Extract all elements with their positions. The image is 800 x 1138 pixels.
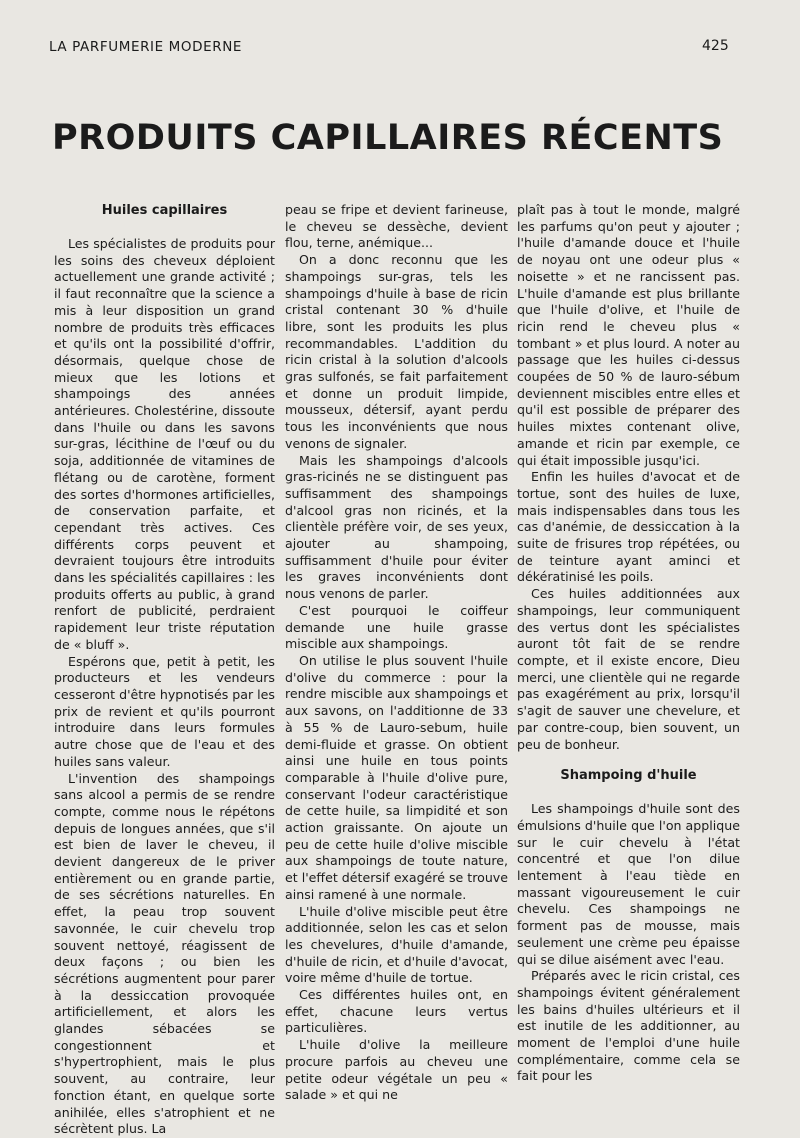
paragraph: On a donc reconnu que les shampoings sur-gras, tels les shampoings d'huile à base de ricin cristal contenant 30 % d'huile libre, sont les produits les plus recommandables. L'addition du ricin cristal à la solution d'alcools gras sulfonés, se fait parfaitement et donne un produit limpide, mousseux, détersif, ayant perdu tous les inconvénients que nous venons de signaler. xyxy=(285,252,508,451)
paragraph-continued: plaît pas à tout le monde, malgré les parfums qu'on peut y ajouter ; l'huile d'amande douce et l'huile de noyau ont une odeur plus « noisette » et ne rancissent pas. L'huile d'amande est plus brillante que l'huile d'olive, et l'huile de ricin rend le cheveu plus « tombant » et plus lourd. A noter au passage que les huiles ci-dessus coupées de 50 % de lauro-sébum deviennent miscibles entre elles et qu'il est possible de préparer des huiles mixtes contenant olive, amande et ricin par exemple, ce qui était impossible jusqu'ici. xyxy=(517,202,740,468)
paragraph: C'est pourquoi le coiffeur demande une huile grasse miscible aux shampoings. xyxy=(285,602,508,652)
paragraph: Mais les shampoings d'alcools gras-ricinés ne se distinguent pas suffisamment des shampoings d'alcool gras non ricinés, et la clientèle préfère voir, de ses yeux, ajouter au shampoing, suffisamment d'huile pour éviter les graves inconvénients dont nous venons de parler. xyxy=(285,452,508,602)
column-2 xyxy=(285,202,508,1104)
section-heading-huiles-capillaires: Huiles capillaires xyxy=(101,203,228,218)
paragraph: L'invention des shampoings sans alcool a permis de se rendre compte, comme nous le répétons depuis de longues années, que s'il est bien de laver le cheveu, il devient dangereux de le priver entièrement ou en grande partie, de ses sécrétions naturelles. En effet, la peau trop souvent savonnée, le cuir chevelu trop souvent nettoyé, réagissent de deux façons ; ou bien les sécrétions augmentent pour parer à la dessiccation provoquée artificiellement, et alors les glandes sébacées se congestionnent et s'hypertrophient, mais le plus souvent, au contraire, leur fonction étant, en quelque sorte anihilée, elles s'atrophient et ne sécrètent plus. La xyxy=(54,770,275,1137)
paragraph: Les shampoings d'huile sont des émulsions d'huile que l'on applique sur le cuir chevelu à l'état concentré et que l'on dilue lentement à l'eau tiède en massant vigoureusement le cuir chevelu. Ces shampoings ne forment pas de mousse, mais seulement une crème peu épaisse qui se dilue aisément avec l'eau. xyxy=(517,801,740,967)
column-3 xyxy=(517,202,740,1085)
article-title: PRODUITS CAPILLAIRES RÉCENTS xyxy=(52,118,724,158)
paragraph: Les spécialistes de produits pour les soins des cheveux déploient actuellement une grande activité ; il faut reconnaître que la science a mis à leur disposition un grand nombre de produits très efficaces et qu'ils ont la possibilité d'offrir, désormais, quelque chose de mieux que les lotions et shampoings des années antérieures. Cholestérine, dissoute dans l'huile ou dans les savons sur-gras, lécithine de l'œuf ou du soja, additionnée de vitamines de flétang ou de carotène, forment des sortes d'hormones artificielles, de conservation parfaite, et cependant très actives. Ces différents corps peuvent et devraient toujours être introduits dans les spécialités capillaires : les produits offerts au public, à grand renfort de publicité, perdraient rapidement leur triste réputation de « bluff ». xyxy=(54,236,275,652)
paragraph: Préparés avec le ricin cristal, ces shampoings évitent généralement les bains d'huiles ultérieurs et il est inutile de les additionner, au moment de l'emploi d'une huile complémentaire, comme cela se fait pour les xyxy=(517,968,740,1084)
paragraph: L'huile d'olive miscible peut être additionnée, selon les cas et selon les chevelures, d'huile d'amande, d'huile de ricin, et d'huile d'avocat, voire même d'huile de tortue. xyxy=(285,903,508,986)
column-1 xyxy=(54,202,275,1138)
paragraph: Espérons que, petit à petit, les producteurs et les vendeurs cesseront d'être hypnotisés par les prix de revient et qu'ils pourront introduire dans leurs formules autre chose que de l'eau et des huiles sans valeur. xyxy=(54,653,275,769)
running-head: LA PARFUMERIE MODERNE xyxy=(49,39,243,55)
paragraph: L'huile d'olive la meilleure procure parfois au cheveu une petite odeur végétale un peu « salade » et qui ne xyxy=(285,1037,508,1103)
paragraph-continued: peau se fripe et devient farineuse, le cheveu se dessèche, devient flou, terne, anémique... xyxy=(285,202,508,251)
paragraph: On utilise le plus souvent l'huile d'olive du commerce : pour la rendre miscible aux shampoings et aux savons, on l'additionne de 33 à 55 % de Lauro-sebum, huile demi-fluide et grasse. On obtient ainsi une huile en tous points comparable à l'huile d'olive pure, conservant l'odeur caractéristique de cette huile, sa limpidité et son action graissante. On ajoute un peu de cette huile d'olive miscible aux shampoings de toute nature, et l'effet détersif exagéré se trouve ainsi ramené à une normale. xyxy=(285,652,508,902)
page-number: 425 xyxy=(702,38,729,54)
paragraph: Ces huiles additionnées aux shampoings, leur communiquent des vertus dont les spécialistes auront tôt fait de se rendre compte, et il existe encore, Dieu merci, une clientèle qui ne regarde pas exagérément au prix, lorsqu'il s'agit de sauver une chevelure, et par contre-coup, bien souvent, un peu de bonheur. xyxy=(517,586,740,752)
section-heading-shampoing-d-huile: Shampoing d'huile xyxy=(560,768,697,784)
paragraph: Ces différentes huiles ont, en effet, chacune leurs vertus particulières. xyxy=(285,987,508,1036)
paragraph: Enfin les huiles d'avocat et de tortue, sont des huiles de luxe, mais indispensables dans tous les cas d'anémie, de dessiccation à la suite de frisures trop répétées, ou de teinture ayant aminci et dékératinisé les poils. xyxy=(517,469,740,585)
